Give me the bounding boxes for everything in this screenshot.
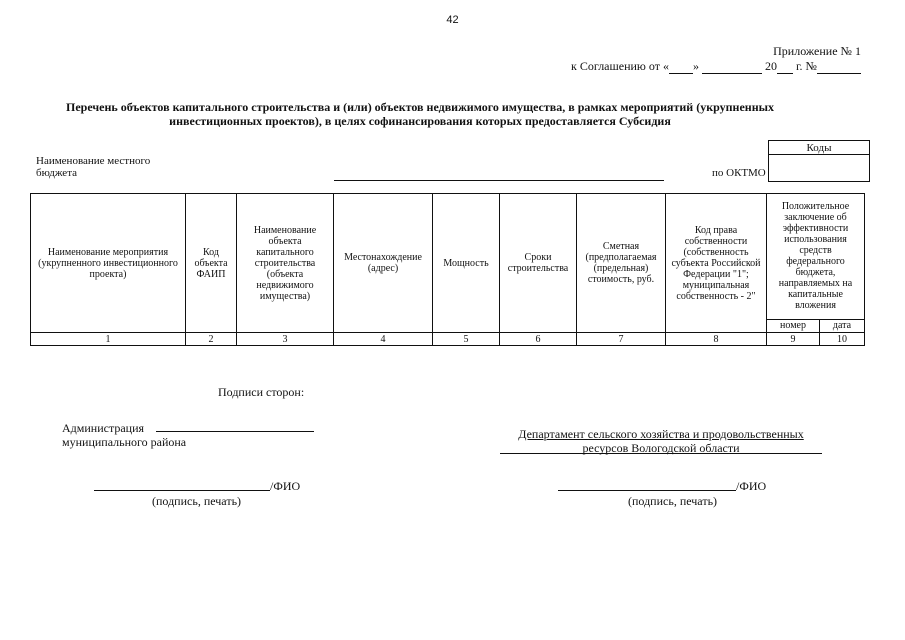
year-suffix: г. <box>795 59 803 73</box>
document-title: Перечень объектов капитального строительства и (или) объектов недвижимого имущества, в рамках мероприятий (укрупненных инвестиционных проектов), в целях софинансирования которых предоставляется Субсидия <box>66 100 774 128</box>
left-org-name: Администрация муниципального района <box>62 421 187 449</box>
right-org: Департамент сельского хозяйства и продовольственных ресурсов Вологодской области <box>518 427 804 455</box>
header-capacity: Мощность <box>433 194 500 333</box>
oktmo-label: по ОКТМО <box>712 167 766 179</box>
header-conclusion: Положительное заключение об эффективности использования средств федерального бюджета, направляемых на капитальные вложения <box>767 194 865 320</box>
subheader-number: номер <box>767 319 820 332</box>
appendix-label: Приложение № 1 <box>773 44 861 58</box>
header-estimated-cost: Сметная (предполагаемая (предельная) стоимость, руб. <box>577 194 666 333</box>
col-number: 5 <box>433 333 500 346</box>
header-ownership-code: Код права собственности (собственность субъекта Российской Федерации "1"; муниципальная собственность - 2" <box>666 194 767 333</box>
header-construction-period: Сроки строительства <box>500 194 577 333</box>
day-blank <box>669 62 693 74</box>
year-prefix: 20 <box>764 59 777 73</box>
oktmo-code-cell <box>769 155 870 182</box>
col-number: 3 <box>237 333 334 346</box>
col-number: 2 <box>186 333 237 346</box>
budget-label: Наименование местного бюджета <box>36 155 151 179</box>
header-faip-code: Код объекта ФАИП <box>186 194 237 333</box>
right-org-underline <box>500 453 822 454</box>
col-number: 6 <box>500 333 577 346</box>
agreement-line <box>571 59 861 74</box>
col-number: 9 <box>767 333 820 346</box>
col-number: 10 <box>820 333 865 346</box>
page-number: 42 <box>446 14 459 26</box>
year-blank <box>777 62 793 74</box>
number-blank <box>817 62 861 74</box>
right-fio: /ФИО <box>736 479 767 493</box>
budget-underline <box>334 180 664 181</box>
header-activity: Наименование мероприятия (укрупненного инвестиционного проекта) <box>31 194 186 333</box>
left-org <box>62 421 192 449</box>
col-number: 1 <box>31 333 186 346</box>
col-number: 4 <box>334 333 433 346</box>
col-number: 7 <box>577 333 666 346</box>
header-location: Местонахождение (адрес) <box>334 194 433 333</box>
codes-header: Коды <box>769 141 870 155</box>
quote-close: » <box>692 59 699 73</box>
objects-table <box>30 193 865 346</box>
agreement-prefix: к Соглашению от « <box>571 59 669 73</box>
month-blank <box>702 62 762 74</box>
left-signature-line <box>94 490 270 491</box>
left-signature-caption: (подпись, печать) <box>152 494 242 508</box>
number-sign: № <box>805 59 817 73</box>
subheader-date: дата <box>820 319 865 332</box>
col-number: 8 <box>666 333 767 346</box>
left-org-underline <box>156 431 314 432</box>
header-object-name: Наименование объекта капитального строительства (объекта недвижимого имущества) <box>237 194 334 333</box>
right-signature-caption: (подпись, печать) <box>628 494 718 508</box>
left-fio: /ФИО <box>270 479 301 493</box>
codes-table <box>768 140 870 182</box>
right-signature-line <box>558 490 736 491</box>
signatures-title: Подписи сторон: <box>218 385 305 399</box>
